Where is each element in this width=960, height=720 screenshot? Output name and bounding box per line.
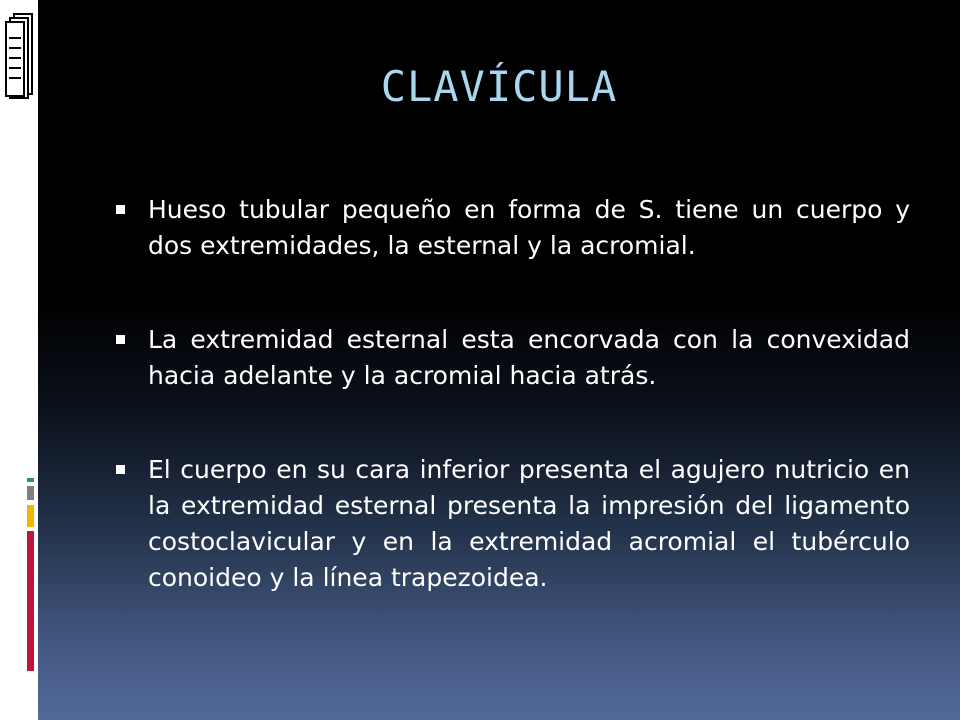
slide-title: CLAVÍCULA: [380, 62, 618, 111]
document-stack-icon: [0, 8, 38, 100]
bullet-text: Hueso tubular pequeño en forma de S. tiene un cuerpo y dos extremidades, la esternal y la acromial.: [148, 195, 910, 260]
bullet-item: [108, 452, 910, 596]
bullet-list: [108, 192, 910, 596]
bullet-text: La extremidad esternal esta encorvada con la convexidad hacia adelante y la acromial hacia atrás.: [148, 325, 910, 390]
accent-teal-bar: [27, 478, 34, 482]
square-bullet-icon: [116, 205, 125, 214]
accent-yellow-bar: [27, 505, 34, 527]
bullet-text: El cuerpo en su cara inferior presenta el agujero nutricio en la extremidad esternal presenta la impresión del ligamento costoclavicular y en la extremidad acromial el tubérculo conoideo y la línea trapezoidea.: [148, 455, 910, 592]
square-bullet-icon: [116, 335, 125, 344]
accent-gray-bar: [27, 486, 34, 500]
accent-red-bar: [27, 531, 34, 671]
bullet-item: [108, 322, 910, 394]
square-bullet-icon: [116, 465, 125, 474]
bullet-item: [108, 192, 910, 264]
